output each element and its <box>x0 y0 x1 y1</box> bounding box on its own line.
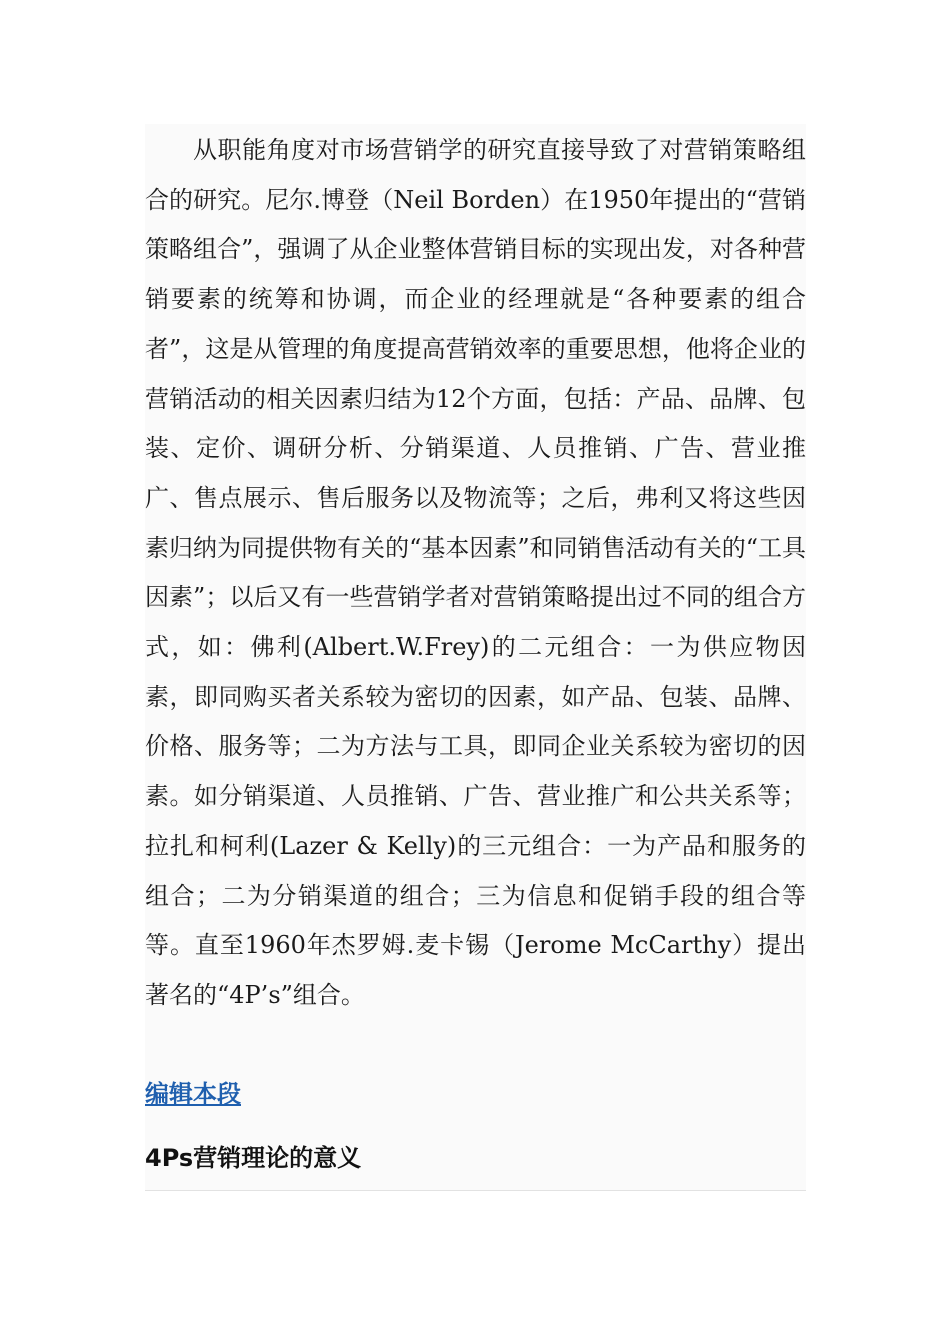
article-content <box>145 124 806 1191</box>
edit-section-link[interactable]: 编辑本段 <box>145 1080 241 1108</box>
body-paragraph: 从职能角度对市场营销学的研究直接导致了对营销策略组合的研究。尼尔.博登（Neil Borden）在1950年提出的“营销策略组合”，强调了从企业整体营销目标的实现出发，对各种营销要素的统筹和协调，而企业的经理就是“各种要素的组合者”，这是从管理的角度提高营销效率的重要思想，他将企业的营销活动的相关因素归结为12个方面，包括：产品、品牌、包装、定价、调研分析、分销渠道、人员推销、广告、营业推广、售点展示、售后服务以及物流等；之后，弗利又将这些因素归纳为同提供物有关的“基本因素”和同销售活动有关的“工具因素”；以后又有一些营销学者对营销策略提出过不同的组合方式，如：佛利(Albert.W.Frey)的二元组合：一为供应物因素，即同购买者关系较为密切的因素，如产品、包装、品牌、价格、服务等；二为方法与工具，即同企业关系较为密切的因素。如分销渠道、人员推销、广告、营业推广和公共关系等；拉扎和柯利(Lazer & Kelly)的三元组合：一为产品和服务的组合；二为分销渠道的组合；三为信息和促销手段的组合等等。直至1960年杰罗姆.麦卡锡（Jerome McCarthy）提出著名的“4P’s”组合。 <box>145 136 806 1009</box>
section-heading: 4Ps营销理论的意义 <box>145 1144 362 1172</box>
